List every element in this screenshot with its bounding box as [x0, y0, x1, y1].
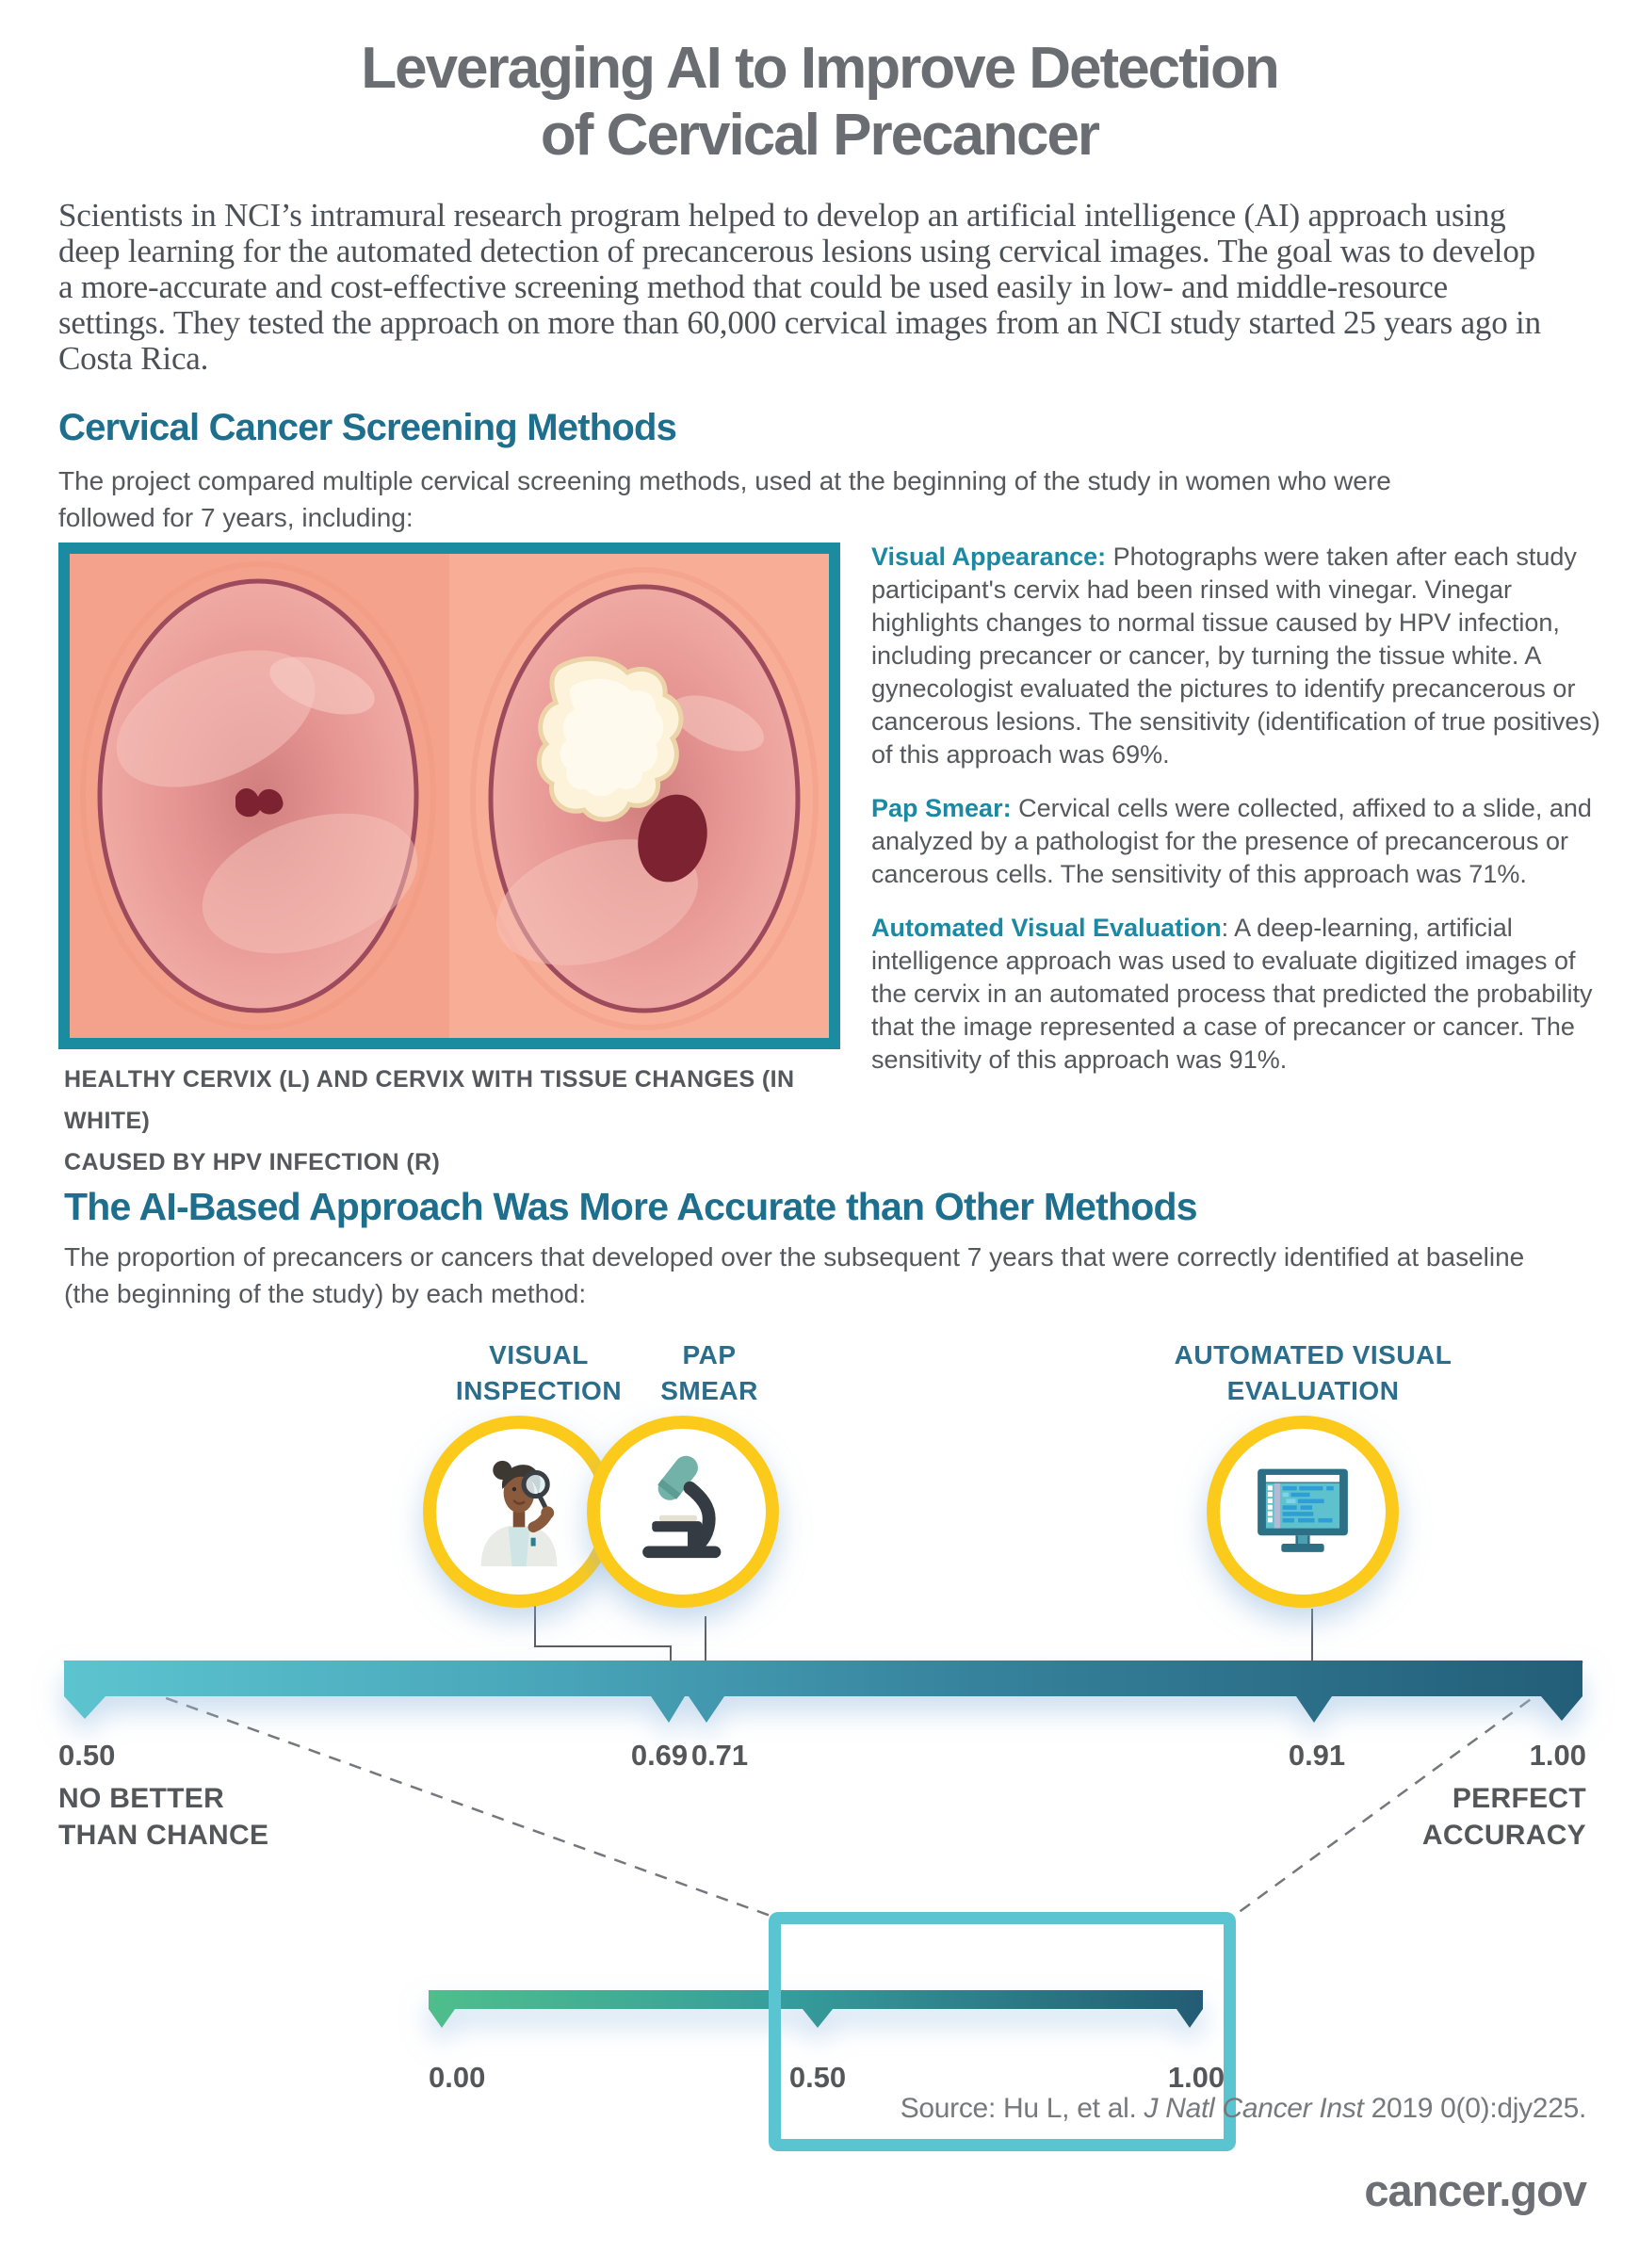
- tick-0-91: 0.91: [1288, 1739, 1346, 1772]
- section2-heading: The AI-Based Approach Was More Accurate than Other Methods: [64, 1185, 1197, 1228]
- method-visual-appearance-text: Photographs were taken after each study participant's cervix had been rinsed with vinegar. Vinegar highlights changes to normal tissue caused by HPV infection, including precancer or cancer, by turning the tissue white. A gynecologist evaluated the pictures to identify precancerous or cancerous lesions. The sensitivity (identification of true positives) of this approach was 69%.: [871, 543, 1600, 769]
- automated-visual-evaluation-circle: [1207, 1416, 1399, 1608]
- page-title: [0, 36, 1639, 169]
- label-pap-smear-line1: PAP: [682, 1340, 737, 1369]
- image-caption: [64, 1059, 874, 1183]
- method-pap-smear-text: Cervical cells were collected, affixed to a slide, and analyzed by a pathologist for the presence of precancerous or cancerous cells. The sensitivity of this approach was 71%.: [871, 794, 1592, 888]
- min-caption: [58, 1780, 268, 1854]
- clinician-with-magnifying-glass-icon: [460, 1452, 578, 1571]
- image-caption-line1: HEALTHY CERVIX (L) AND CERVIX WITH TISSUE CHANGES (IN WHITE): [64, 1066, 795, 1134]
- label-automated-visual-evaluation: [1115, 1337, 1511, 1409]
- tick-0-50: 0.50: [58, 1739, 116, 1772]
- cancer-gov-logo: cancer.gov: [1364, 2165, 1586, 2215]
- min-caption-line1: NO BETTER: [58, 1783, 225, 1814]
- tick-0-69: 0.69: [630, 1739, 689, 1772]
- tick-1-00: 1.00: [1529, 1739, 1586, 1772]
- cervix-comparison-image: [70, 554, 829, 1038]
- intro-paragraph: Scientists in NCI’s intramural research program helped to develop an artificial intelligence (AI) approach using deep learning for the automated detection of precancerous lesions using cervical images. The goal was to develop a more-accurate and cost-effective screening method that could be used easily in low- and middle-resource settings. They tested the approach on more than 60,000 cervical images from an NCI study started 25 years ago in Costa Rica.: [58, 197, 1541, 377]
- max-caption: [1422, 1780, 1586, 1854]
- overview-tick-1-00: 1.00: [1167, 2061, 1225, 2094]
- section1-intro: The project compared multiple cervical screening methods, used at the beginning of the study in women who were followed for 7 years, including:: [58, 466, 1391, 532]
- pap-smear-circle: [587, 1416, 779, 1608]
- source-suffix: 2019 0(0):djy225.: [1363, 2093, 1586, 2124]
- page-title-line1: Leveraging AI to Improve Detection: [361, 36, 1278, 101]
- cervix-illustration: [58, 543, 840, 1049]
- max-caption-line1: PERFECT: [1452, 1783, 1586, 1814]
- method-pap-smear-label: Pap Smear:: [871, 794, 1012, 822]
- overview-tick-0-00: 0.00: [429, 2061, 486, 2094]
- label-pap-smear: [511, 1337, 907, 1409]
- method-automated-visual-evaluation-text: : A deep-learning, artificial intelligence approach was used to evaluate digitized images of the cervix in an automated process that predicted the probability that the image represented a case of precancer or cancer. The sensitivity of this approach was 91%.: [871, 914, 1593, 1074]
- page-title-line2: of Cervical Precancer: [540, 102, 1099, 168]
- label-visual-inspection-line2: INSPECTION: [455, 1376, 623, 1405]
- method-automated-visual-evaluation-label: Automated Visual Evaluation: [871, 914, 1222, 942]
- microscope-icon: [624, 1452, 742, 1571]
- section2-intro: The proportion of precancers or cancers that developed over the subsequent 7 years that were correctly identified at baseline (the beginning of the study) by each method:: [64, 1242, 1525, 1308]
- source-journal: J Natl Cancer Inst: [1144, 2093, 1364, 2124]
- overview-tick-0-50: 0.50: [788, 2061, 847, 2094]
- computer-monitor-code-icon: [1243, 1452, 1362, 1571]
- label-visual-inspection-line1: VISUAL: [489, 1340, 589, 1369]
- label-automated-visual-evaluation-line1: AUTOMATED VISUAL: [1174, 1340, 1452, 1369]
- source-citation: [901, 2093, 1586, 2125]
- method-visual-appearance: [871, 541, 1606, 771]
- max-caption-line2: ACCURACY: [1421, 1820, 1586, 1851]
- image-caption-line2: CAUSED BY HPV INFECTION (R): [64, 1149, 441, 1175]
- method-pap-smear: [871, 792, 1606, 891]
- tick-0-71: 0.71: [690, 1739, 749, 1772]
- accuracy-scale-bar: [64, 1660, 1582, 1726]
- section1-heading: Cervical Cancer Screening Methods: [58, 407, 677, 448]
- label-pap-smear-line2: SMEAR: [660, 1376, 758, 1405]
- method-automated-visual-evaluation: [871, 912, 1606, 1077]
- method-visual-appearance-label: Visual Appearance:: [871, 543, 1107, 571]
- label-automated-visual-evaluation-line2: EVALUATION: [1226, 1376, 1400, 1405]
- source-prefix: Source: Hu L, et al.: [900, 2093, 1144, 2124]
- min-caption-line2: THAN CHANCE: [58, 1820, 269, 1851]
- screening-methods-list: [871, 541, 1606, 1097]
